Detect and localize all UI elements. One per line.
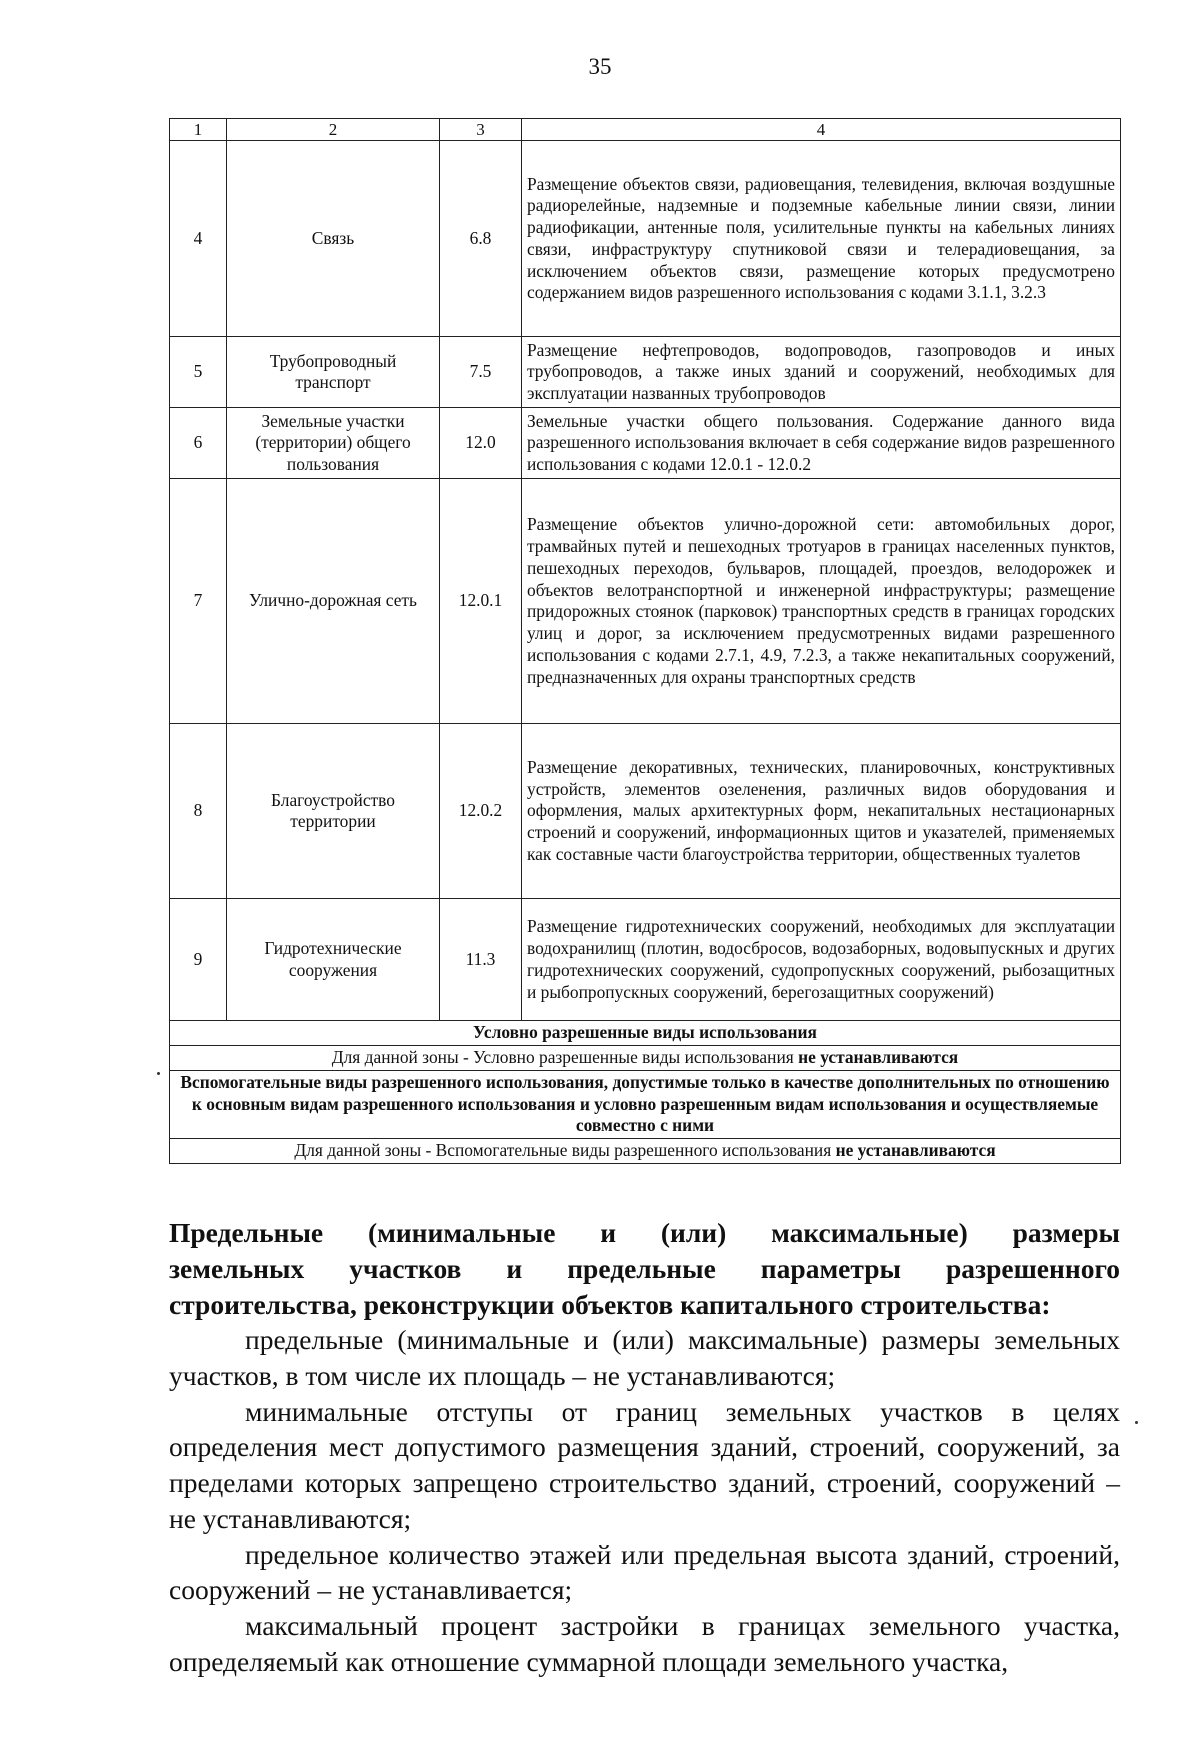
body-paragraph: максимальный процент застройки в границах земельного участка, определяемый как отношение суммарной площади земельного участка, [169,1610,1120,1677]
use-type-description: Размещение декоративных, технических, планировочных, конструктивных устройств, элементов озеленения, различных видов оборудования и оформления, малых архитектурных форм, некапитальных нестационарных строений и сооружений, информационных щитов и указателей, применяемых как составные части благоустройства территории, общественных туалетов [522,724,1121,899]
use-type-name: Связь [227,141,440,337]
column-header: 1 [170,119,227,141]
land-use-table [169,118,1121,1164]
row-number: 4 [170,141,227,337]
row-number: 6 [170,408,227,479]
column-header: 3 [440,119,522,141]
use-type-description: Размещение объектов улично-дорожной сети: автомобильных дорог, трамвайных путей и пешеходных тротуаров в границах населенных пунктов, пешеходных переходов, бульваров, площадей, проездов, велодорожек и объектов велотранспортной и инженерной инфраструктуры; размещение придорожных стоянок (парковок) транспортных средств в границах городских улиц и дорог, за исключением предусмотренных видами разрешенного использования с кодами 2.7.1, 4.9, 7.2.3, а также некапитальных сооружений, предназначенных для охраны транспортных средств [522,479,1121,724]
use-type-name: Гидротехнические сооружения [227,899,440,1021]
section-heading-line: Предельные (минимальные и (или) максимальные) размеры [169,1217,1120,1248]
table-row [170,479,1121,724]
use-type-description: Размещение гидротехнических сооружений, необходимых для эксплуатации водохранилищ (плотин, водосбросов, водозаборных, водовыпускных и других гидротехнических сооружений, судопропускных сооружений, рыбозащитных и рыбопропускных сооружений, берегозащитных сооружений) [522,899,1121,1021]
conditional-note-text: Для данной зоны - Условно разрешенные виды использования [331,1047,799,1067]
column-header: 2 [227,119,440,141]
auxiliary-uses-heading: Вспомогательные виды разрешенного использования, допустимые только в качестве дополнительных по отношению к основным видам разрешенного использования и условно разрешенным видам использования и осуществляемые совместно с ними [170,1070,1121,1138]
use-type-code: 12.0.2 [440,724,522,899]
scan-speck [157,1072,160,1075]
use-type-code: 6.8 [440,141,522,337]
row-number: 5 [170,337,227,408]
section-heading-line: строительства, реконструкции объектов капитального строительства: [169,1288,1051,1320]
use-type-description: Земельные участки общего пользования. Содержание данного вида разрешенного использования включает в себя содержание видов разрешенного использования с кодами 12.0.1 - 12.0.2 [522,408,1121,479]
scan-speck [1135,1421,1138,1424]
table-row [170,337,1121,408]
table-row [170,141,1121,337]
use-type-code: 11.3 [440,899,522,1021]
use-type-code: 12.0 [440,408,522,479]
auxiliary-note-emphasis: не устанавливаются [835,1140,996,1160]
table-header-row [170,119,1121,141]
use-type-description: Размещение нефтепроводов, водопроводов, газопроводов и иных трубопроводов, а также иных зданий и сооружений, необходимых для эксплуатации названных трубопроводов [522,337,1121,408]
column-header: 4 [522,119,1121,141]
body-paragraph: минимальные отступы от границ земельных участков в целях определения мест допустимого размещения зданий, строений, сооружений, за пределами которых запрещено строительство зданий, строений, сооружений – не устанавливаются; [169,1395,1120,1534]
use-type-code: 12.0.1 [440,479,522,724]
row-number: 7 [170,479,227,724]
conditional-uses-note-row [170,1046,1121,1071]
table-row [170,899,1121,1021]
auxiliary-uses-note [170,1139,1121,1164]
row-number: 8 [170,724,227,899]
page-number: 35 [588,54,612,79]
conditional-uses-heading: Условно разрешенные виды использования [170,1021,1121,1046]
body-paragraph: предельное количество этажей или предельная высота зданий, строений, сооружений – не устанавливается; [169,1538,1120,1606]
section-body [169,1322,1120,1680]
auxiliary-note-text: Для данной зоны - Вспомогательные виды разрешенного использования [294,1140,836,1160]
use-type-code: 7.5 [440,337,522,408]
table-row [170,724,1121,899]
auxiliary-uses-note-row [170,1139,1121,1164]
body-paragraph: предельные (минимальные и (или) максимальные) размеры земельных участков, в том числе их площадь – не устанавливаются; [169,1324,1120,1391]
use-type-name: Земельные участки (территории) общего пользования [227,408,440,479]
conditional-uses-note [170,1046,1121,1071]
section-heading-line: земельных участков и предельные параметры разрешенного [169,1252,1120,1284]
section-heading [169,1215,1120,1322]
conditional-note-emphasis: не устанавливаются [798,1047,959,1067]
table-row [170,408,1121,479]
use-type-name: Улично-дорожная сеть [227,479,440,724]
use-type-description: Размещение объектов связи, радиовещания, телевидения, включая воздушные радиорелейные, надземные и подземные кабельные линии связи, линии радиофикации, антенные поля, усилительные пункты на кабельных линиях связи, инфраструктуру спутниковой связи и телерадиовещания, за исключением объектов связи, размещение которых предусмотрено содержанием видов разрешенного использования с кодами 3.1.1, 3.2.3 [522,141,1121,337]
conditional-uses-heading-row [170,1021,1121,1046]
row-number: 9 [170,899,227,1021]
use-type-name: Трубопроводный транспорт [227,337,440,408]
auxiliary-uses-heading-row [170,1070,1121,1138]
use-type-name: Благоустройство территории [227,724,440,899]
